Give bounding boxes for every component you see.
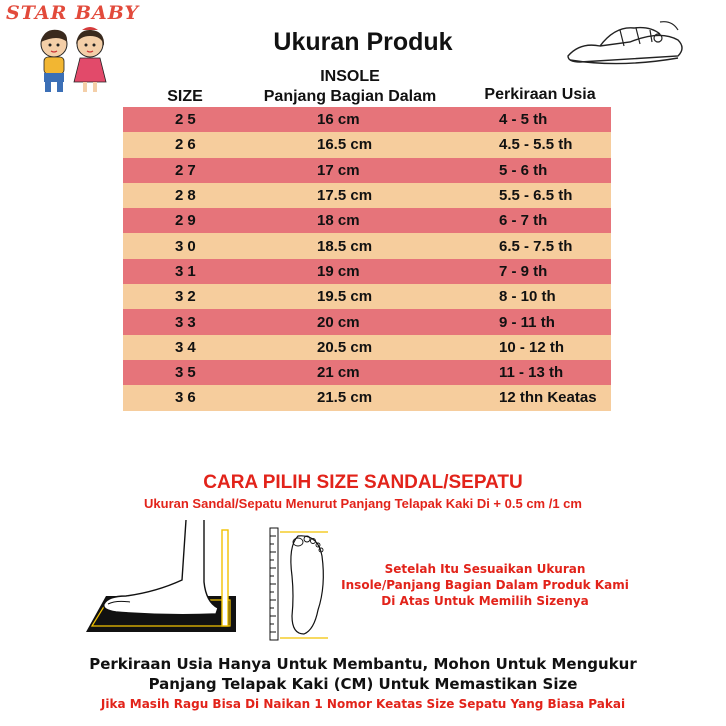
cell-size: 36 (175, 389, 200, 407)
cell-insole: 21.5 cm (317, 389, 373, 407)
note-line-2: Panjang Telapak Kaki (CM) Untuk Memastikan Size (148, 675, 578, 693)
cell-age: 11 - 13 th (499, 364, 564, 382)
cell-size: 25 (175, 111, 200, 129)
table-row (123, 259, 611, 284)
cell-size: 28 (175, 187, 200, 205)
table-row (123, 183, 611, 208)
table-row (123, 233, 611, 258)
cell-age: 6 - 7 th (499, 212, 548, 230)
cell-age: 12 thn Keatas (499, 389, 597, 407)
foot-measure-illustration (86, 520, 236, 646)
cell-insole: 18.5 cm (317, 237, 373, 255)
ruler-footprint-icon (268, 526, 332, 642)
header-age: Perkiraan Usia (484, 86, 596, 103)
table-row (123, 158, 611, 183)
cell-size: 34 (175, 338, 200, 356)
cell-size: 32 (175, 288, 200, 306)
cell-size: 31 (175, 262, 200, 280)
table-row (123, 309, 611, 334)
table-row (123, 360, 611, 385)
page-title: Ukuran Produk (273, 28, 453, 56)
table-row (123, 208, 611, 233)
header-size: SIZE (167, 88, 203, 105)
table-row (123, 284, 611, 309)
cell-insole: 17.5 cm (317, 187, 373, 205)
cell-age: 5.5 - 6.5 th (499, 187, 573, 205)
brand-logo-text: STAR BABY (6, 2, 140, 24)
guide-title: CARA PILIH SIZE SANDAL/SEPATU (203, 472, 523, 493)
cell-age: 4 - 5 th (499, 111, 548, 129)
cell-age: 6.5 - 7.5 th (499, 237, 573, 255)
cell-age: 10 - 12 th (499, 338, 565, 356)
cell-age: 7 - 9 th (499, 262, 548, 280)
cell-insole: 16.5 cm (317, 136, 373, 154)
cell-insole: 21 cm (317, 364, 360, 382)
cell-insole: 20.5 cm (317, 338, 373, 356)
cell-size: 33 (175, 313, 200, 331)
instruction-line-1: Setelah Itu Sesuaikan Ukuran (384, 562, 586, 576)
guide-subtitle: Ukuran Sandal/Sepatu Menurut Panjang Telapak Kaki Di + 0.5 cm /1 cm (144, 496, 582, 511)
instruction-line-2: Insole/Panjang Bagian Dalam Produk Kami (341, 578, 629, 592)
cell-age: 4.5 - 5.5 th (499, 136, 573, 154)
cell-insole: 16 cm (317, 111, 360, 129)
cell-age: 8 - 10 th (499, 288, 556, 306)
cell-age: 5 - 6 th (499, 161, 548, 179)
cell-insole: 19.5 cm (317, 288, 373, 306)
cell-age: 9 - 11 th (499, 313, 555, 331)
header-insole: INSOLE (320, 68, 380, 85)
cell-insole: 20 cm (317, 313, 360, 331)
size-table (123, 107, 611, 411)
cell-size: 26 (175, 136, 200, 154)
header-insole-subtitle: Panjang Bagian Dalam (263, 88, 437, 105)
note-line-3: Jika Masih Ragu Bisa Di Naikan 1 Nomor Keatas Size Sepatu Yang Biasa Pakai (100, 697, 626, 711)
table-row (123, 385, 611, 410)
cell-size: 30 (175, 237, 200, 255)
cell-size: 29 (175, 212, 200, 230)
table-row (123, 132, 611, 157)
table-row (123, 107, 611, 132)
instruction-line-3: Di Atas Untuk Memilih Sizenya (381, 594, 589, 608)
table-row (123, 335, 611, 360)
cell-insole: 19 cm (317, 262, 360, 280)
cell-insole: 17 cm (317, 161, 360, 179)
cell-size: 35 (175, 364, 200, 382)
cell-insole: 18 cm (317, 212, 360, 230)
cell-size: 27 (175, 161, 200, 179)
note-line-1: Perkiraan Usia Hanya Untuk Membantu, Mohon Untuk Mengukur (89, 655, 637, 673)
